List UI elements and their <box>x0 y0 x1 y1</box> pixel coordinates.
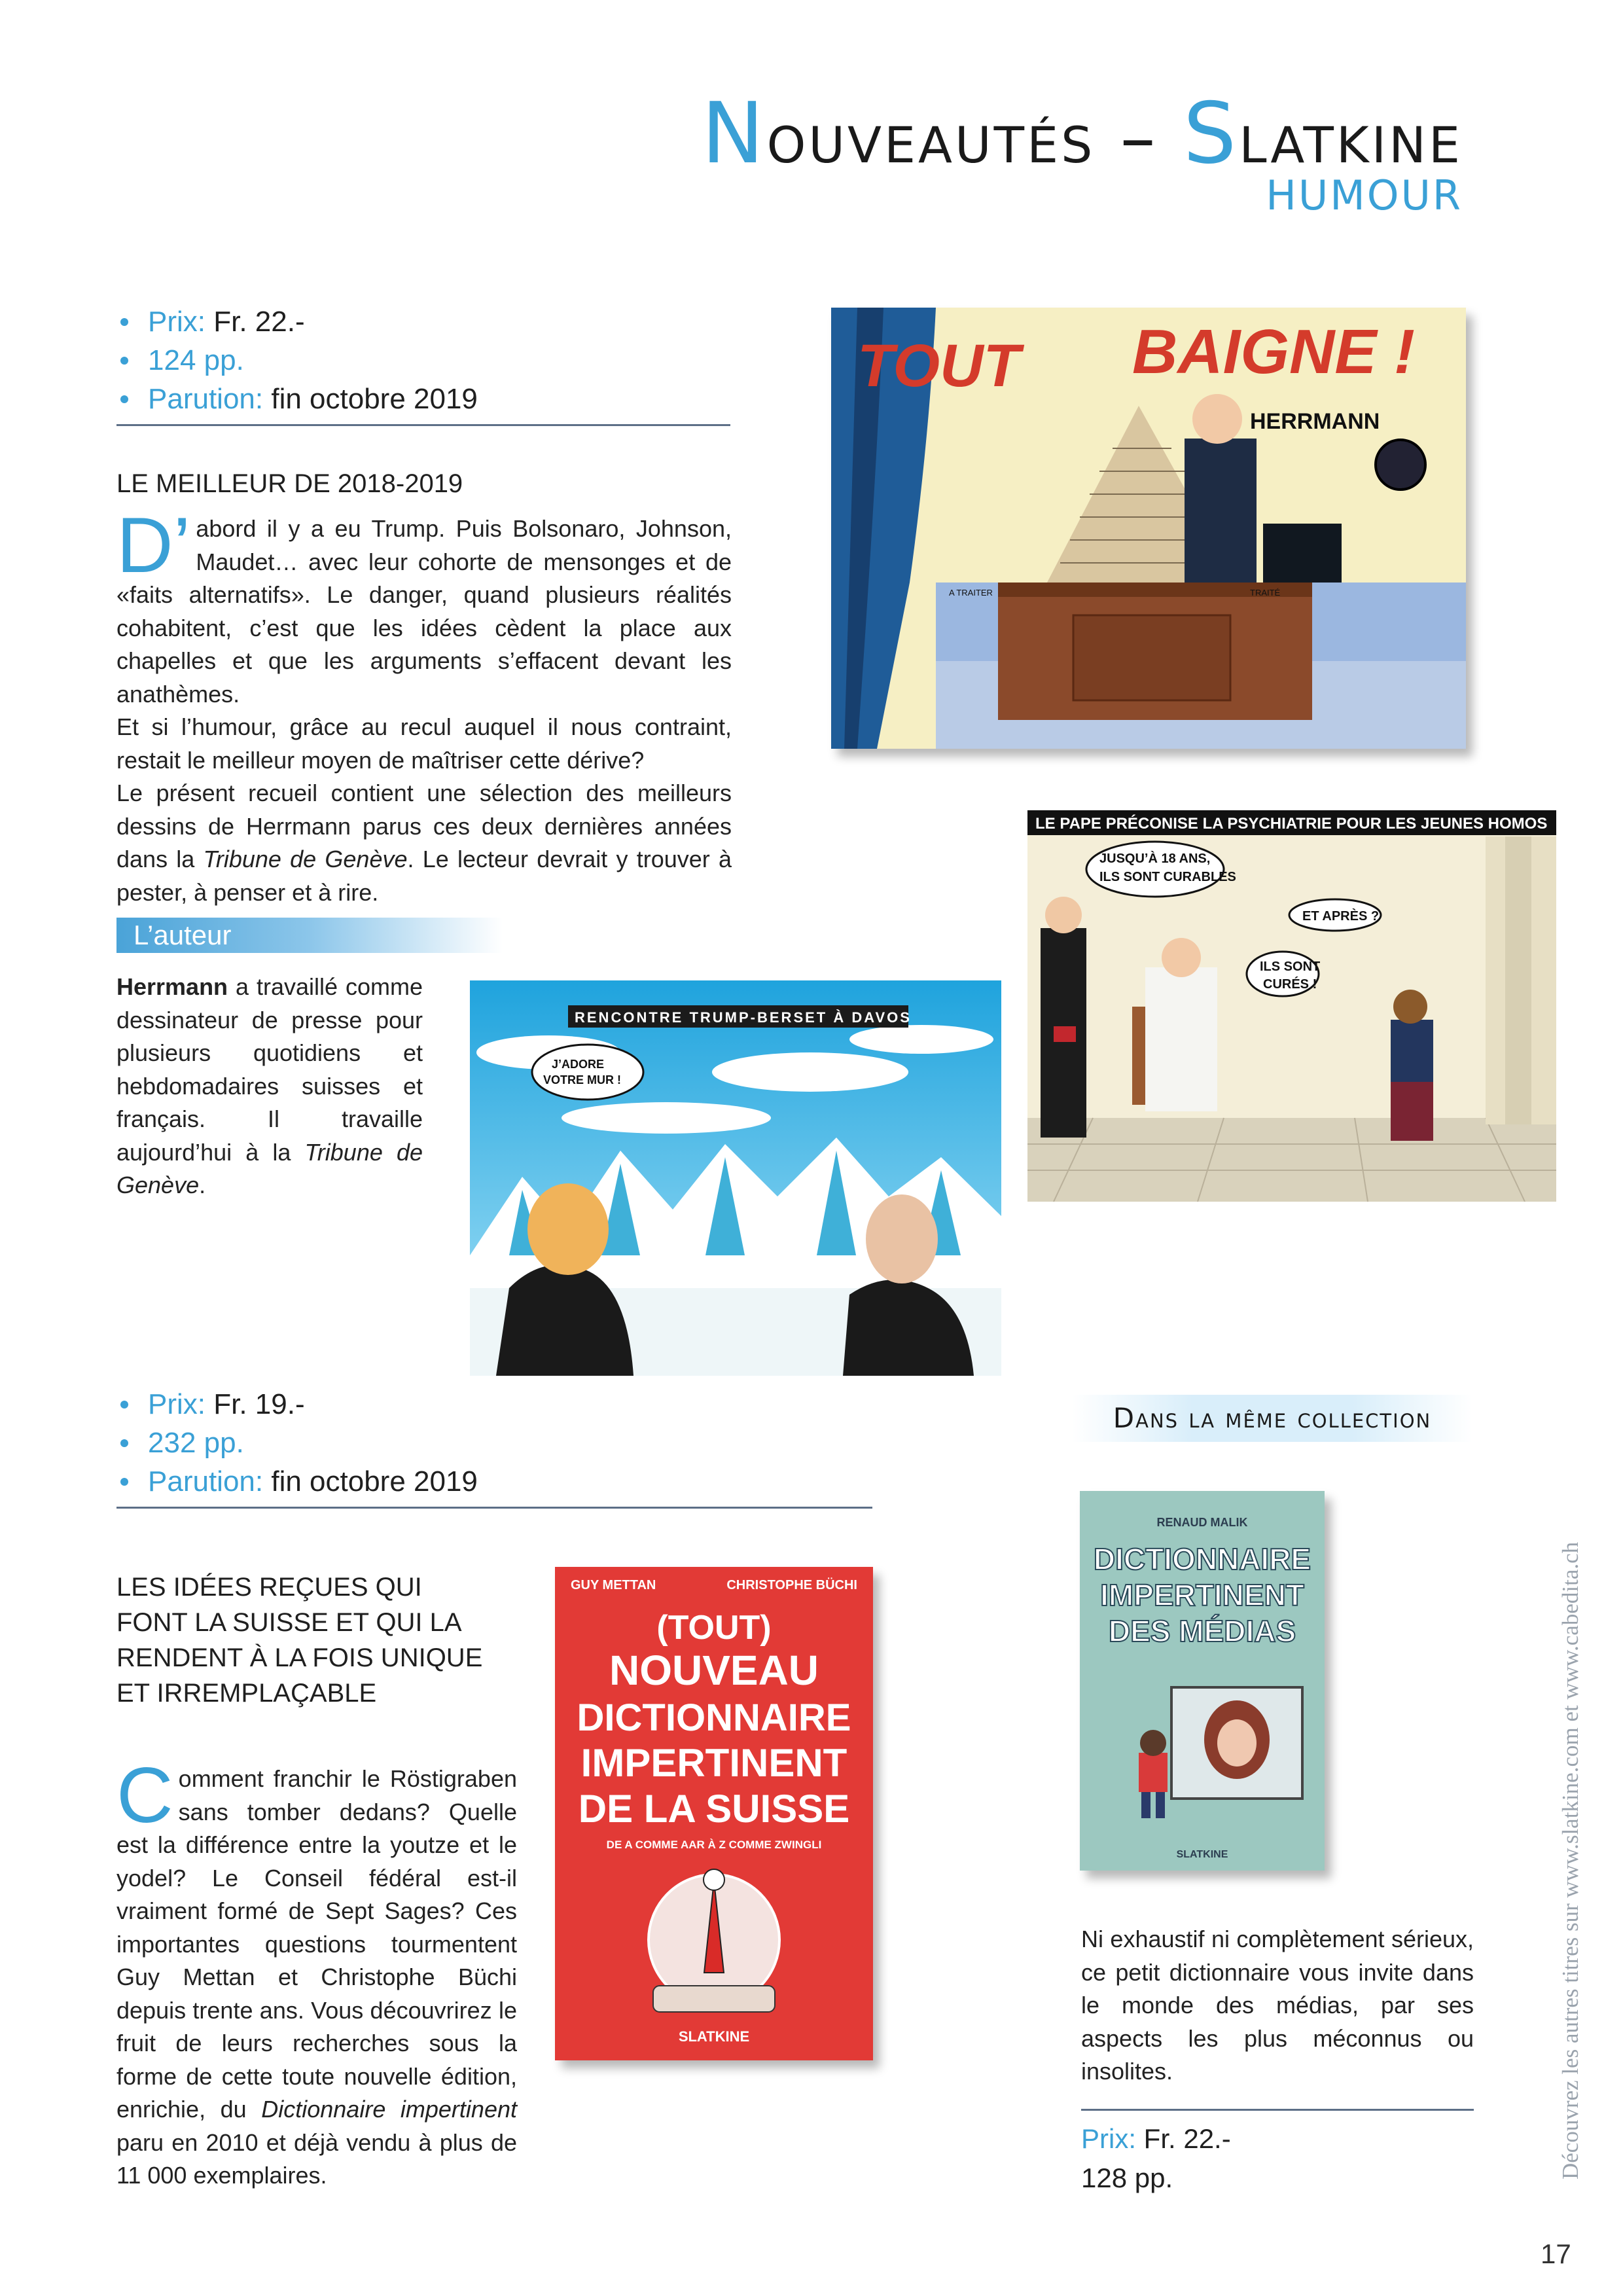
book1-price: Prix: Fr. 22.- <box>116 302 478 341</box>
davos-cartoon <box>470 980 1001 1376</box>
book1-pages: 124 pp. <box>116 341 478 380</box>
baigne-title: BAIGNE ! <box>1132 317 1415 387</box>
davos-banner: RENCONTRE TRUMP-BERSET À DAVOS <box>575 1009 912 1026</box>
section-subtitle: HUMOUR <box>1266 171 1463 219</box>
svg-text:GUY METTAN: GUY METTAN <box>571 1578 656 1592</box>
collection-pages: 128 pp. <box>1081 2162 1173 2193</box>
svg-text:RENAUD MALIK: RENAUD MALIK <box>1156 1516 1248 1529</box>
svg-text:IMPERTINENT: IMPERTINENT <box>1100 1578 1304 1612</box>
book2-pages: 232 pp. <box>116 1424 478 1462</box>
svg-text:SLATKINE: SLATKINE <box>678 2028 750 2045</box>
svg-text:J’ADORE: J’ADORE <box>552 1058 605 1071</box>
book1-dropcap: D’ <box>116 501 191 589</box>
collection-description: Ni exhaustif ni complètement sérieux, ce petit dictionnaire vous invite dans le monde des médias, par ses aspects les plus méconnus ou insolites. <box>1081 1926 1474 2085</box>
svg-text:DES MÉDIAS: DES MÉDIAS <box>1108 1614 1296 1648</box>
collection-rule <box>1081 2109 1474 2111</box>
book1-meta-list <box>116 302 478 418</box>
tout-title: TOUT <box>857 332 1020 399</box>
svg-text:ILS SONT CURABLES: ILS SONT CURABLES <box>1099 870 1236 884</box>
book1-description: D’ abord il y a eu Trump. Puis Bolsonaro, Johnson, Maudet… avec leur cohorte de mensonges et de «faits alternatifs». Le danger, quand plusieurs réalités cohabitent, c’est que les idées cèdent la place aux chapelles et que les arguments s’effacent devant les anathèmes. Et si l’humour, grâce au recul auquel il nous contraint, restait le meilleur moyen de maîtriser cette dérive? Le présent recueil contient une sélection des meilleurs dessins de Herrmann parus ces deux dernières années dans la Tribune de Genève. Le lecteur devrait y trouver à pester, à penser et à rire. <box>116 501 732 906</box>
svg-text:DE LA SUISSE: DE LA SUISSE <box>578 1787 850 1831</box>
svg-text:(TOUT): (TOUT) <box>656 1609 772 1647</box>
website-promo-text: Découvrez les autres titres sur www.slatkine.com et www.cabedita.ch <box>1558 1541 1583 2179</box>
svg-text:TRAITÉ: TRAITÉ <box>1250 588 1281 598</box>
collection-tag: Dans la même collection <box>1072 1395 1472 1442</box>
svg-text:VOTRE MUR !: VOTRE MUR ! <box>543 1073 621 1086</box>
page-number: 17 <box>1541 2238 1571 2269</box>
book2-heading: LES IDÉES REÇUES QUI FONT LA SUISSE ET QUI LA RENDENT À LA FOIS UNIQUE ET IRREMPLAÇABLE <box>116 1573 483 1708</box>
book1-heading: LE MEILLEUR DE 2018-2019 <box>116 469 463 498</box>
svg-text:IMPERTINENT: IMPERTINENT <box>580 1741 847 1785</box>
svg-text:ET APRÈS ?: ET APRÈS ? <box>1302 909 1380 924</box>
page-title: Nouveautés – Slatkine <box>701 85 1463 183</box>
dictionnaire-medias-cover <box>1080 1491 1325 1871</box>
svg-text:DE A COMME AAR À Z COMME ZWING: DE A COMME AAR À Z COMME ZWINGLI <box>606 1839 822 1851</box>
collection-price: Prix: Fr. 22.- <box>1081 2123 1231 2154</box>
collection-meta <box>1081 2119 1231 2198</box>
svg-text:CHRISTOPHE BÜCHI: CHRISTOPHE BÜCHI <box>726 1578 857 1592</box>
svg-text:JUSQU’À 18 ANS,: JUSQU’À 18 ANS, <box>1099 852 1211 866</box>
author-bio: Herrmann a travaillé comme dessinateur de presse pour plusieurs quotidiens et hebdomadaires suisses et français. Il travaille aujourd’hui à la Tribune de Genève. <box>116 973 423 1198</box>
book2-rule <box>116 1507 872 1509</box>
dictionnaire-suisse-cover <box>555 1567 873 2060</box>
svg-text:ILS SONT: ILS SONT <box>1260 960 1321 974</box>
book2-description: Comment franchir le Röstigraben sans tomber dedans? Quelle est la différence entre la youtze et le yodel? Le Conseil fédéral est-il vraiment formé de Sept Sages? Ces importantes questions tourmentent Guy Mettan et Christophe Büchi depuis trente ans. Vous découvrirez le fruit de leurs recherches sous la forme de cette toute nouvelle édition, enrichie, du Dictionnaire impertinent paru en 2010 et déjà vendu à plus de 11 000 exemplaires. <box>116 1751 517 2189</box>
book1-rule <box>116 424 730 426</box>
svg-text:CURÉS !: CURÉS ! <box>1263 977 1317 992</box>
svg-text:DICTIONNAIRE: DICTIONNAIRE <box>1093 1542 1311 1576</box>
book2-meta-list <box>116 1385 478 1501</box>
svg-text:DICTIONNAIRE: DICTIONNAIRE <box>577 1696 851 1739</box>
cover1-author: HERRMANN <box>1250 409 1380 434</box>
svg-text:SLATKINE: SLATKINE <box>1176 1849 1228 1860</box>
pope-banner: LE PAPE PRÉCONISE LA PSYCHIATRIE POUR LES JEUNES HOMOS <box>1035 815 1548 833</box>
pope-cartoon <box>1027 810 1556 1202</box>
book1-release: Parution: fin octobre 2019 <box>116 380 478 418</box>
book2-release: Parution: fin octobre 2019 <box>116 1462 478 1501</box>
svg-text:A TRAITER: A TRAITER <box>949 588 993 598</box>
book2-price: Prix: Fr. 19.- <box>116 1385 478 1424</box>
author-tag: L’auteur <box>116 918 503 953</box>
book2-dropcap: C <box>116 1751 173 1839</box>
tout-baigne-cover <box>831 308 1466 749</box>
svg-text:NOUVEAU: NOUVEAU <box>609 1647 819 1694</box>
